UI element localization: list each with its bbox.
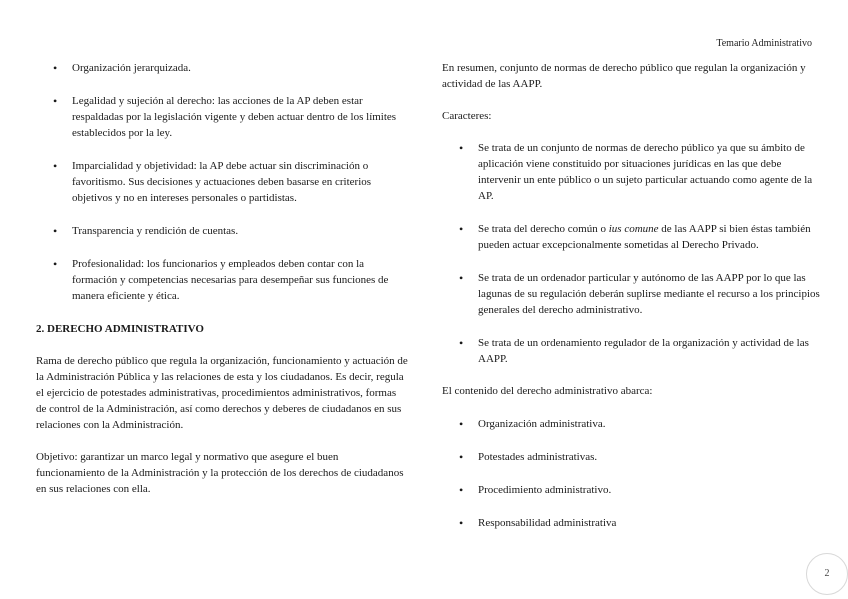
caracteres-list: [442, 140, 820, 367]
caracteres-label: Caracteres:: [442, 110, 492, 122]
list-item: • Legalidad y sujeción al derecho: las acciones de la AP deben estar respaldadas por la legislación vigente y deben actuar dentro de los límites establecidos por la ley.: [36, 93, 408, 141]
summary-paragraph: En resumen, conjunto de normas de derecho público que regulan la organización y actividad de las AAPP.: [442, 62, 806, 90]
list-item: • Procedimiento administrativo.: [442, 482, 820, 498]
list-item: • Transparencia y rendición de cuentas.: [36, 223, 408, 239]
list-item: • Se trata de un ordenamiento regulador de la organización y actividad de las AAPP.: [442, 335, 820, 367]
list-item: • Profesionalidad: los funcionarios y empleados deben contar con la formación y competencias necesarias para desempeñar sus funciones de manera eficiente y ética.: [36, 256, 408, 304]
page-number: 2: [806, 553, 848, 595]
content-list: [442, 416, 820, 531]
list-item: • Responsabilidad administrativa: [442, 515, 820, 531]
running-header: Temario Administrativo: [716, 38, 812, 49]
list-item: • Se trata de un conjunto de normas de derecho público ya que su ámbito de aplicación viene constituido por situaciones jurídicas en las que debe intervenir un ente público o un sujeto particular actuando como agente de la AP.: [442, 140, 820, 204]
content-label: El contenido del derecho administrativo abarca:: [442, 385, 653, 397]
section-heading: 2. DERECHO ADMINISTRATIVO: [36, 323, 204, 335]
left-column: [36, 60, 408, 497]
right-column: [442, 60, 820, 531]
list-item: • Se trata de un ordenador particular y autónomo de las AAPP por lo que las lagunas de su regulación deberán suplirse mediante el recurso a los principios generales del derecho administrativo.: [442, 270, 820, 318]
list-item: • Potestades administrativas.: [442, 449, 820, 465]
list-item-text: Se trata del derecho común o: [478, 223, 609, 235]
definition-paragraph: Rama de derecho público que regula la organización, funcionamiento y actuación de la Administración Pública y las relaciones de esta y los ciudadanos. Es decir, regula el ejercicio de potestades administrativas, procedimientos administrativos, formas de control de la Administración, así como derechos y deberes de ciudadanos en sus relaciones con la Administración.: [36, 355, 408, 431]
principles-list: [36, 60, 408, 304]
objective-paragraph: Objetivo: garantizar un marco legal y normativo que asegure el buen funcionamiento de la Administración y la protección de los derechos de ciudadanos en sus relaciones con ella.: [36, 451, 404, 495]
list-item: • Imparcialidad y objetividad: la AP debe actuar sin discriminación o favoritismo. Sus decisiones y actuaciones deben basarse en criterios objetivos y no en intereses personales o partidistas.: [36, 158, 408, 206]
list-item: [442, 221, 820, 253]
latin-term: ius comune: [608, 223, 659, 235]
list-item: • Organización jerarquizada.: [36, 60, 408, 76]
list-item-text: de las AAPP si bien éstas también pueden actuar excepcionalmente sometidas al Derecho Privado.: [478, 223, 811, 251]
list-item: • Organización administrativa.: [442, 416, 820, 432]
